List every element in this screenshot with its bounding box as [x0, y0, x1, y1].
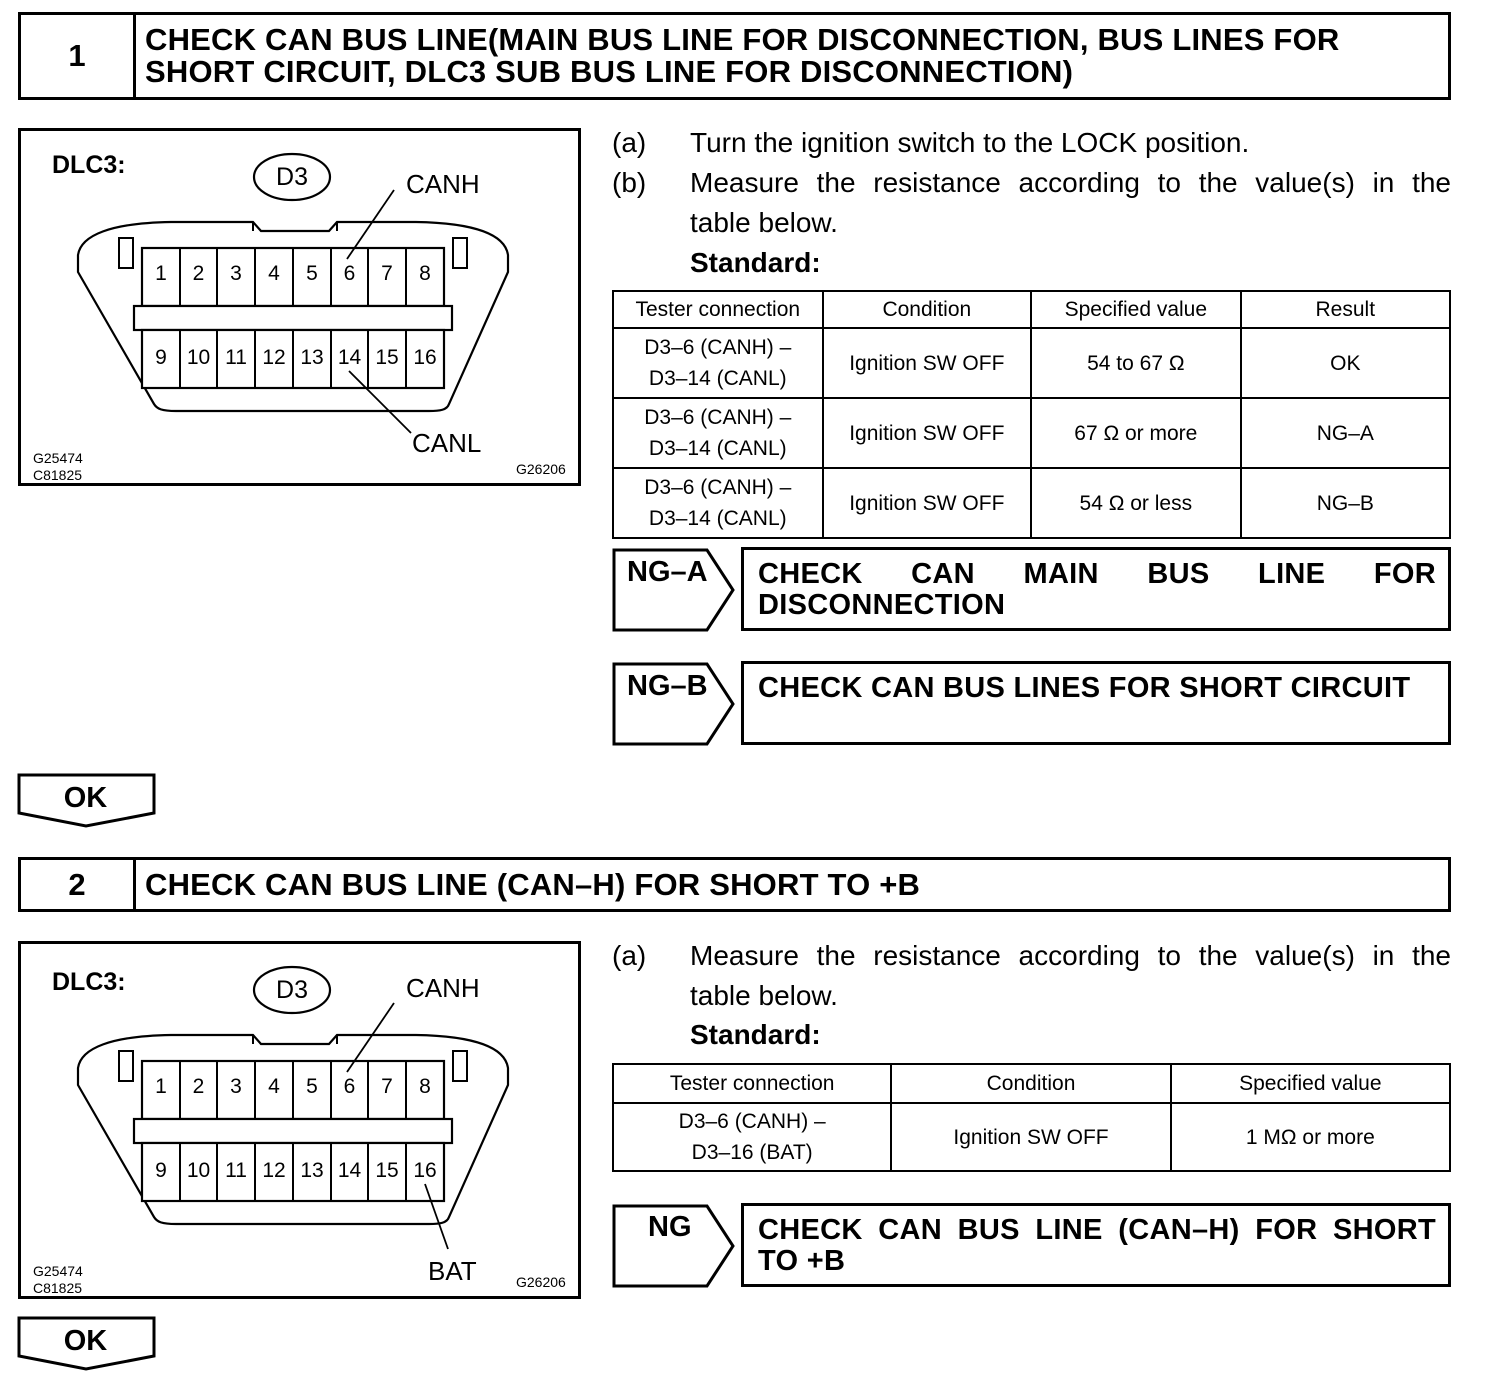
column-header: Specified value — [1031, 291, 1241, 328]
pin-label: 3 — [230, 1075, 242, 1098]
pin-label: 11 — [225, 1159, 247, 1182]
pin-label: 8 — [419, 262, 431, 285]
tester-connection-cell — [613, 1103, 891, 1171]
step-1-spec-table — [612, 290, 1451, 539]
step-1-connector-figure — [18, 128, 581, 486]
pin-label: 16 — [413, 346, 437, 369]
result-cell: OK — [1241, 328, 1450, 398]
pin-label: 5 — [306, 262, 318, 285]
pin-label: 7 — [381, 262, 393, 285]
tester-connection-cell — [613, 468, 823, 538]
ok-label: OK — [63, 1325, 108, 1357]
step-1-title-line-1: CHECK CAN BUS LINE(MAIN BUS LINE FOR DISCONNECTION, BUS LINES FOR — [145, 22, 1340, 57]
step-1-header — [18, 12, 1451, 100]
pin-label: 9 — [155, 1159, 167, 1182]
result-cell: NG–B — [1241, 468, 1450, 538]
drawing-code-left-2: C81825 — [33, 467, 83, 483]
callout-bat: BAT — [428, 1256, 477, 1286]
ng-a-action-line-2: DISCONNECTION — [758, 589, 1006, 621]
step-marker: (b) — [612, 167, 647, 198]
step-2-connector-figure — [18, 941, 581, 1299]
pin-label: 2 — [192, 262, 205, 285]
drawing-code-left-2: C81825 — [33, 1280, 83, 1296]
standard-label: Standard: — [690, 1019, 821, 1050]
ng-label: NG — [648, 1211, 692, 1243]
pin-label: 5 — [306, 1075, 318, 1098]
drawing-code-left-1: G25474 — [33, 1263, 83, 1279]
step-2-title: CHECK CAN BUS LINE (CAN–H) FOR SHORT TO +B — [145, 866, 921, 902]
step-2-spec-table — [612, 1063, 1451, 1172]
pin-label: 4 — [268, 262, 280, 285]
pin-label: 15 — [375, 346, 399, 369]
pin-label: 3 — [230, 262, 242, 285]
ng-a-action-text — [758, 559, 1436, 621]
condition-cell: Ignition SW OFF — [823, 328, 1032, 398]
ok-label: OK — [63, 782, 108, 814]
step-text: Turn the ignition switch to the LOCK position. — [690, 127, 1250, 158]
callout-canh: CANH — [406, 973, 480, 1003]
ng-action-box — [741, 1203, 1451, 1287]
column-header: Specified value — [1171, 1064, 1450, 1103]
drawing-code-right: G26206 — [516, 461, 566, 477]
tester-connection-cell — [613, 398, 823, 468]
column-header: Tester connection — [613, 291, 823, 328]
pin-label: 13 — [300, 1159, 324, 1182]
specified-value-cell: 1 MΩ or more — [1171, 1103, 1450, 1171]
connection-line: D3–6 (CANH) – — [644, 406, 792, 429]
step-1-instructions — [612, 123, 1452, 283]
ng-action-line-1: CHECK CAN BUS LINE (CAN–H) FOR SHORT — [758, 1214, 1436, 1246]
column-header: Result — [1241, 291, 1450, 328]
column-header: Condition — [891, 1064, 1170, 1103]
step-1-number: 1 — [21, 15, 136, 97]
connector-center-bar — [134, 306, 452, 330]
table-row — [613, 468, 1450, 538]
connection-line: D3–14 (CANL) — [648, 367, 787, 390]
table-row — [613, 1103, 1450, 1171]
pin-label: 14 — [337, 1159, 362, 1182]
ng-b-label: NG–B — [627, 670, 708, 702]
pin-label: 11 — [225, 346, 247, 369]
connector-id: D3 — [276, 976, 308, 1004]
ng-a-action-box — [741, 547, 1451, 631]
ng-action-text — [758, 1215, 1436, 1277]
connection-line: D3–6 (CANH) – — [678, 1110, 826, 1133]
pin-label: 9 — [155, 346, 167, 369]
connection-line: D3–14 (CANL) — [648, 507, 787, 530]
specified-value-cell: 54 Ω or less — [1031, 468, 1241, 538]
connection-line: D3–6 (CANH) – — [644, 336, 792, 359]
condition-cell: Ignition SW OFF — [823, 468, 1032, 538]
condition-cell: Ignition SW OFF — [891, 1103, 1170, 1171]
pin-label: 1 — [155, 1075, 167, 1098]
table-row — [613, 328, 1450, 398]
connection-line: D3–14 (CANL) — [648, 437, 787, 460]
tester-connection-cell — [613, 328, 823, 398]
pin-label: 6 — [343, 1075, 356, 1098]
table-row — [613, 398, 1450, 468]
callout-canh: CANH — [406, 169, 480, 199]
column-header: Condition — [823, 291, 1032, 328]
ng-a-action-line-1: CHECK CAN MAIN BUS LINE FOR — [758, 558, 1436, 590]
pin-label: 10 — [186, 1159, 211, 1182]
pin-label: 13 — [300, 346, 324, 369]
step-text-line-1: Measure the resistance according to the value(s) in the — [690, 167, 1451, 198]
pin-label: 12 — [262, 1159, 286, 1182]
pin-label: 10 — [186, 346, 211, 369]
ng-action-line-2: TO +B — [758, 1245, 846, 1277]
ng-a-label: NG–A — [627, 556, 708, 588]
pin-label: 15 — [375, 1159, 399, 1182]
step-1-title-line-2: SHORT CIRCUIT, DLC3 SUB BUS LINE FOR DISCONNECTION) — [145, 54, 1074, 89]
step-2-number: 2 — [21, 860, 136, 909]
step-text-line-2: table below. — [690, 207, 838, 238]
guide-slot-left — [119, 238, 133, 268]
pin-label: 1 — [155, 262, 167, 285]
callout-canl: CANL — [412, 428, 482, 458]
pin-label: 4 — [268, 1075, 280, 1098]
guide-slot-left — [119, 1051, 133, 1081]
connection-line: D3–6 (CANH) – — [644, 476, 792, 499]
step-1-title — [145, 24, 1438, 88]
ng-b-action-text: CHECK CAN BUS LINES FOR SHORT CIRCUIT — [758, 672, 1411, 704]
ng-b-action-box — [741, 661, 1451, 745]
connector-id: D3 — [276, 163, 308, 191]
step-2-header — [18, 857, 1451, 912]
pin-label: 16 — [413, 1159, 437, 1182]
pin-label: 12 — [262, 346, 286, 369]
connection-line: D3–16 (BAT) — [691, 1141, 813, 1164]
pin-label: 14 — [337, 346, 362, 369]
step-text-line-2: table below. — [690, 980, 838, 1011]
specified-value-cell: 54 to 67 Ω — [1031, 328, 1241, 398]
pin-label: 8 — [419, 1075, 431, 1098]
column-header: Tester connection — [613, 1064, 891, 1103]
drawing-code-left-1: G25474 — [33, 450, 83, 466]
step-text-line-1: Measure the resistance according to the value(s) in the — [690, 940, 1451, 971]
table-header-row — [613, 1064, 1450, 1103]
pin-label: 6 — [343, 262, 356, 285]
connector-title: DLC3: — [52, 151, 126, 179]
result-cell: NG–A — [1241, 398, 1450, 468]
table-header-row — [613, 291, 1450, 328]
guide-slot-right — [453, 1051, 467, 1081]
guide-slot-right — [453, 238, 467, 268]
standard-label: Standard: — [690, 247, 821, 278]
step-2-instructions — [612, 936, 1452, 1056]
specified-value-cell: 67 Ω or more — [1031, 398, 1241, 468]
condition-cell: Ignition SW OFF — [823, 398, 1032, 468]
drawing-code-right: G26206 — [516, 1274, 566, 1290]
pin-label: 2 — [192, 1075, 205, 1098]
connector-center-bar — [134, 1119, 452, 1143]
step-marker: (a) — [612, 940, 647, 971]
step-marker: (a) — [612, 127, 647, 158]
pin-label: 7 — [381, 1075, 393, 1098]
connector-title: DLC3: — [52, 968, 126, 996]
